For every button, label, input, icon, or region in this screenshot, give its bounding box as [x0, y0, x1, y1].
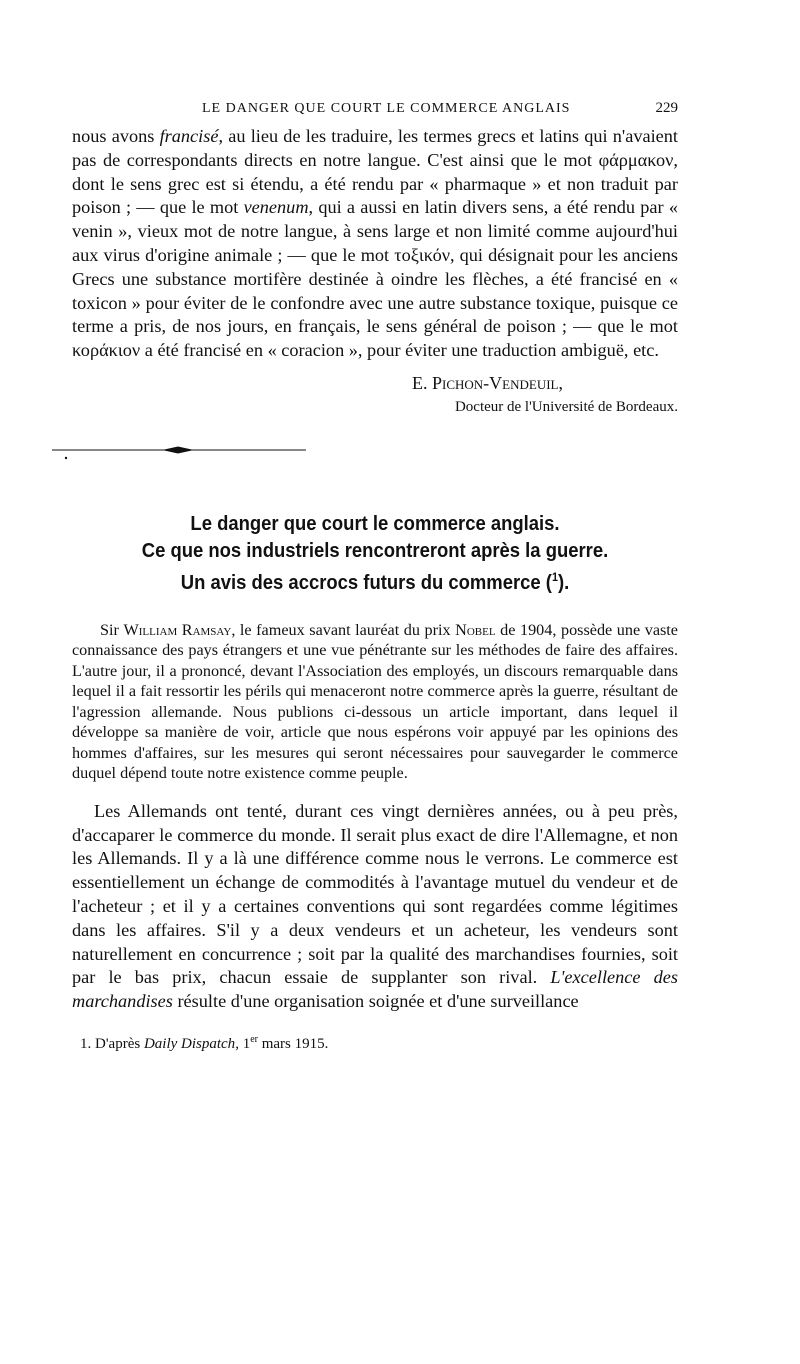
- text-run: de 1904, possède une vaste connaissance des pays étrangers et une vue pénétrante sur les méthodes de faire des affaires. L'autre jour, il a prononcé, devant l'Association des employés, un discours remarquable dans lequel il a fait ressortir les périls qui menaceront notre commerce après la guerre, résultant de l'agression allemande. Nous publions ci-dessous un article important, dans lequel il développe sa manière de voir, article que nous espérons voir appuyé par les opinions des hommes d'affaires, sur les mesures qui seront nécessaires pour sauvegarder le commerce duquel dépend toute notre existence comme peuple.: [72, 620, 678, 783]
- text-run: Les Allemands ont tenté, durant ces vingt dernières années, ou à peu près, d'accaparer le commerce du monde. Il serait plus exact de dire l'Allemagne, et non les Allemands. Il y a là une différence comme nous le verrons. Le commerce est essentiellement un échange de commodités à l'avantage mutuel du vendeur et de l'acheteur ; et il y a certaines conventions qui sont regardées comme légitimes dans les affaires. S'il y a deux vendeurs et un acheteur, les vendeurs sont naturellement en concurrence ; soit par la qualité des marchandises fournies, soit par le bas prix, chacun essaie de supplanter son rival.: [72, 800, 678, 988]
- italic-phrase: L'excellence des marchandises: [72, 967, 678, 1012]
- author-title: Docteur de l'Université de Bordeaux.: [454, 398, 678, 415]
- article-title-line-1: Le danger que court le commerce anglais.: [190, 511, 560, 535]
- italic-word-venenum: venenum: [243, 197, 309, 218]
- text-run: nous avons: [72, 126, 160, 146]
- ornamental-divider: [52, 445, 306, 461]
- article-intro: [72, 620, 678, 784]
- article-title-line-3-text: Un avis des accrocs futurs du commerce (: [180, 570, 552, 594]
- article-title-line-2: Ce que nos industriels rencontreront après la guerre.: [141, 538, 609, 562]
- text-run: , le fameux savant lauréat du prix: [231, 620, 456, 639]
- author-signature: [72, 371, 678, 419]
- footnote-source: Daily Dispatch: [143, 1035, 236, 1052]
- text-run: résulte d'une organisation soignée et d'une surveillance: [172, 991, 579, 1012]
- person-name: William Ramsay: [123, 620, 232, 639]
- author-initial: E.: [412, 372, 432, 393]
- text-run: , qui a aussi en latin divers sens, a été rendu par « venin », vieux mot de notre langue, à sens large et non limité comme aujourd'hui aux virus d'origine animale ; — que le mot τοξικόν, qui désignait pour les anciens Grecs une substance mortifère destinée à oindre les flèches, a été francisé en « toxicon » pour éviter de le confondre avec une autre substance toxique, puisque ce terme a pris, de nos jours, en français, le sens général de poison ; — que le mot κοράκιον a été francisé en « coracion », pour éviter une traduction ambiguë, etc.: [72, 197, 678, 361]
- divider-dot: [65, 457, 67, 459]
- page-number: 229: [655, 100, 678, 116]
- footnote-date-rest: mars 1915.: [257, 1035, 329, 1052]
- footnote-prefix: 1. D'après: [80, 1035, 144, 1052]
- running-title: LE DANGER QUE COURT LE COMMERCE ANGLAIS: [202, 101, 571, 116]
- page: [72, 100, 678, 1053]
- divider-diamond: [162, 446, 194, 453]
- previous-article-paragraph: [72, 125, 678, 363]
- text-run: , au lieu de les traduire, les termes grecs et latins qui n'avaient pas de correspondants directs en notre langue. C'est ainsi que le mot φάρμακον, dont le sens grec est si étendu, a été rendu par « pharmaque » et non traduit par poison ; — que le mot: [72, 126, 678, 218]
- author-name: [72, 371, 563, 395]
- prize-name: Nobel: [455, 620, 496, 639]
- footnote: [80, 1034, 678, 1053]
- article-title-line-3-end: ).: [557, 570, 570, 594]
- footnote-date-day: , 1: [235, 1035, 251, 1052]
- footnote-reference: 1: [551, 569, 558, 584]
- article-title: [102, 510, 647, 596]
- text-run: Sir: [100, 620, 124, 639]
- footnote-date-sup: er: [250, 1033, 258, 1045]
- article-title-line-3: [102, 564, 647, 596]
- running-header: [202, 100, 678, 117]
- author-surname: Pichon-Vendeuil,: [432, 372, 563, 393]
- italic-word-francise: francisé: [159, 126, 219, 146]
- article-body-paragraph: [72, 800, 678, 1014]
